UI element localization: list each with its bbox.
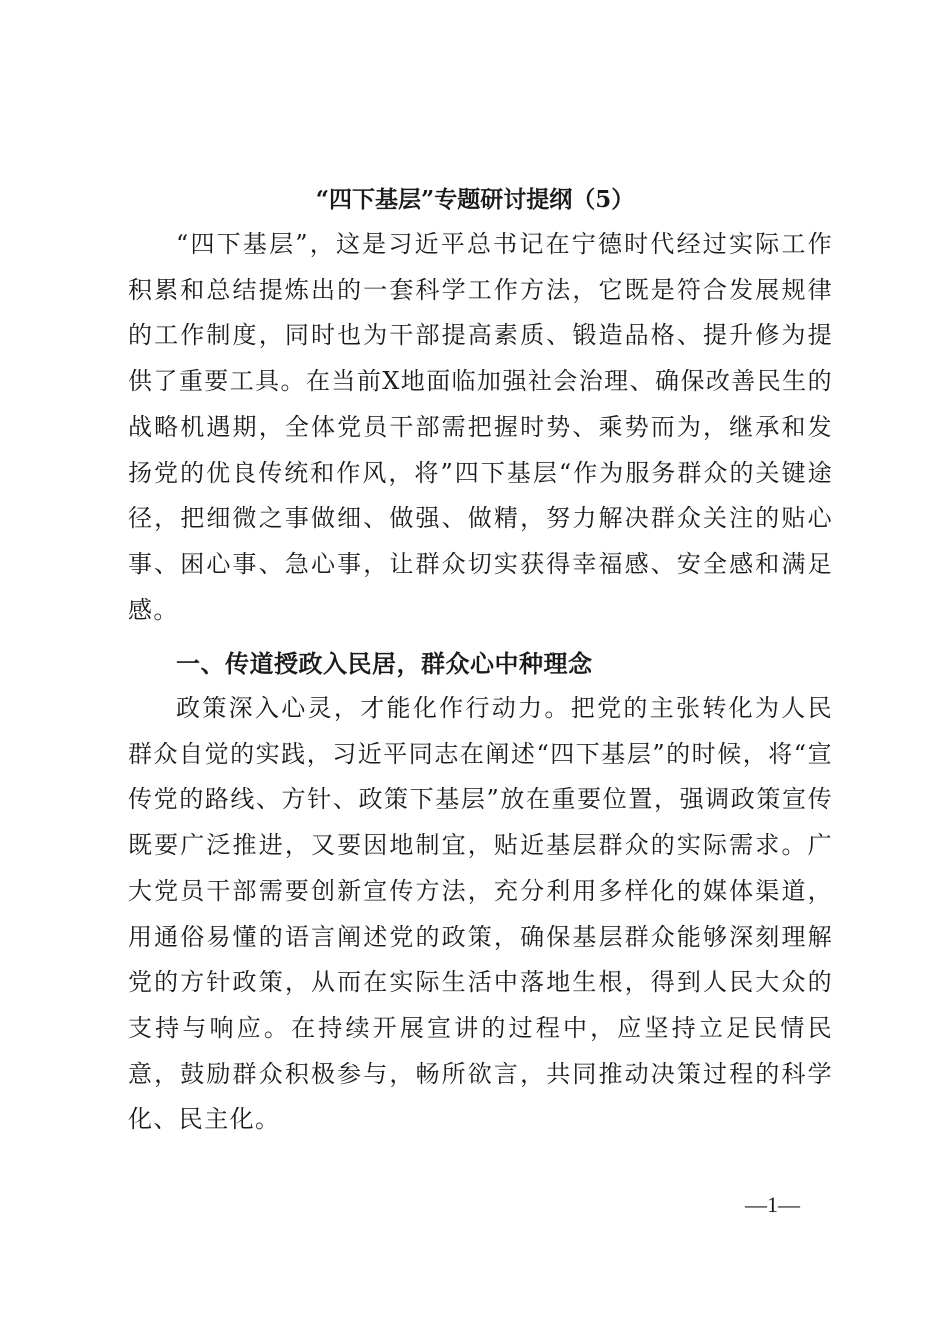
document-title: “四下基层”专题研讨提纲（5）	[315, 186, 635, 213]
section-body-block	[128, 686, 833, 1143]
section-paragraph: 政策深入心灵，才能化作行动力。把党的主张转化为人民群众自觉的实践，习近平同志在阐述“四下基层”的时候，将“宣传党的路线、方针、政策下基层”放在重要位置，强调政策宣传既要广泛推进，又要因地制宜，贴近基层群众的实际需求。广大党员干部需要创新宣传方法，充分利用多样化的媒体渠道，用通俗易懂的语言阐述党的政策，确保基层群众能够深刻理解党的方针政策，从而在实际生活中落地生根，得到人民大众的支持与响应。在持续开展宣讲的过程中，应坚持立足民情民意，鼓励群众积极参与，畅所欲言，共同推动决策过程的科学化、民主化。	[128, 694, 833, 1134]
page-number: —1—	[745, 1192, 800, 1217]
section-heading: 一、传道授政入民居，群众心中种理念	[176, 649, 593, 678]
intro-paragraph: “四下基层”，这是习近平总书记在宁德时代经过实际工作积累和总结提炼出的一套科学工作方法，它既是符合发展规律的工作制度，同时也为干部提高素质、锻造品格、提升修为提供了重要工具。在当前X地面临加强社会治理、确保改善民生的战略机遇期，全体党员干部需把握时势、乘势而为，继承和发扬党的优良传统和作风，将”四下基层“作为服务群众的关键途径，把细微之事做细、做强、做精，努力解决群众关注的贴心事、困心事、急心事，让群众切实获得幸福感、安全感和满足感。	[128, 230, 833, 624]
intro-block	[128, 177, 833, 633]
